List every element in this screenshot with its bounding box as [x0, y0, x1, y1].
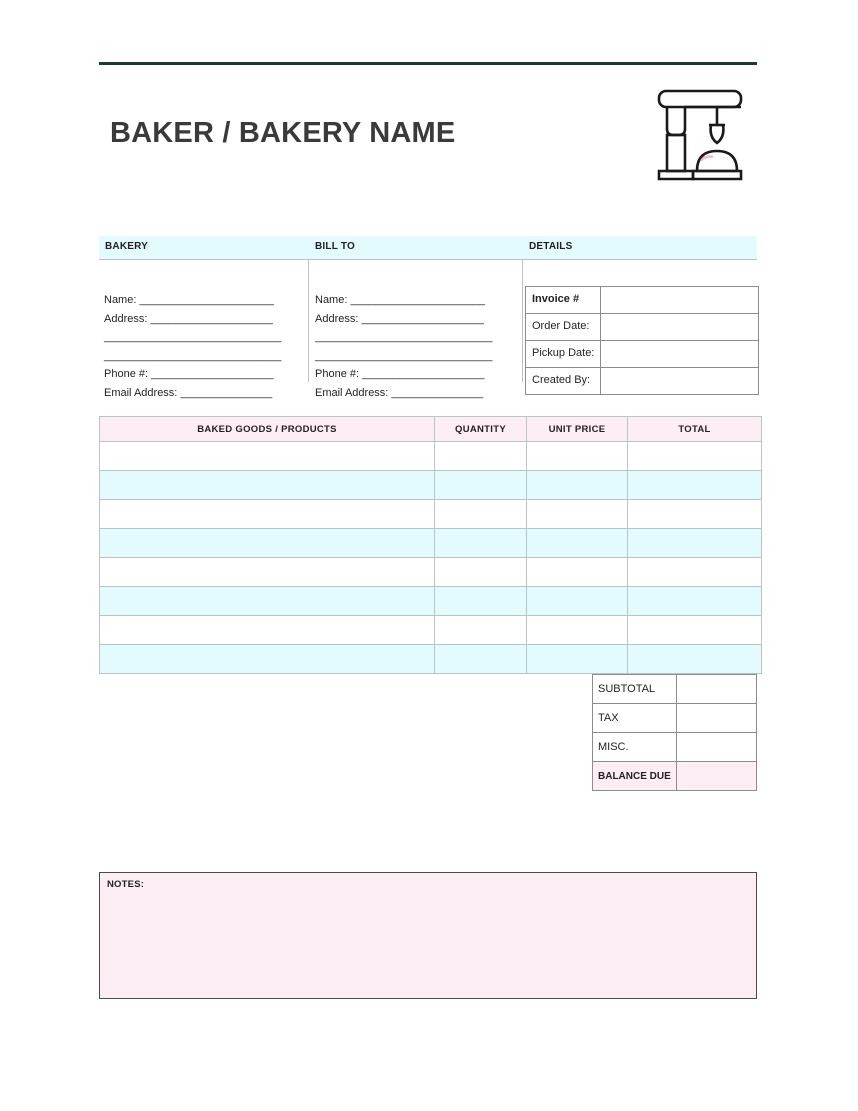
billto-field-email[interactable]: Email Address: _______________: [315, 386, 484, 399]
column-header-description: BAKED GOODS / PRODUCTS: [100, 417, 435, 442]
cell-quantity[interactable]: [435, 616, 527, 645]
cell-total[interactable]: [628, 529, 762, 558]
details-label-created-by: Created By:: [526, 368, 601, 394]
cell-quantity[interactable]: [435, 558, 527, 587]
column-header-unit-price: UNIT PRICE: [527, 417, 628, 442]
bakery-field-name[interactable]: Name: ______________________: [104, 294, 275, 306]
billto-field-address-2[interactable]: _____________________________: [315, 331, 493, 343]
info-band: [99, 236, 757, 399]
info-body: [99, 260, 757, 399]
cell-description[interactable]: [100, 587, 435, 616]
totals-label-balance-due: BALANCE DUE: [593, 762, 677, 791]
table-row[interactable]: [100, 471, 762, 500]
details-row-invoice: [526, 287, 758, 314]
cell-description[interactable]: [100, 471, 435, 500]
billto-field-name[interactable]: Name: ______________________: [315, 294, 486, 306]
cell-quantity[interactable]: [435, 500, 527, 529]
bakery-field-email[interactable]: Email Address: _______________: [104, 386, 273, 399]
cell-description[interactable]: [100, 442, 435, 471]
notes-label: NOTES:: [107, 879, 145, 890]
details-value-created-by[interactable]: [601, 368, 758, 394]
bakery-fields[interactable]: [104, 291, 302, 402]
table-row[interactable]: [100, 558, 762, 587]
details-value-pickup-date[interactable]: [601, 341, 758, 367]
bill-to-fields[interactable]: [315, 291, 515, 402]
cell-total[interactable]: [628, 558, 762, 587]
divider-1: [308, 260, 309, 382]
totals-value-balance-due[interactable]: [677, 762, 757, 791]
cell-total[interactable]: [628, 616, 762, 645]
bakery-field-phone[interactable]: Phone #: ____________________: [104, 368, 274, 380]
items-header-row: [100, 417, 762, 442]
details-row-order-date: [526, 314, 758, 341]
cell-description[interactable]: [100, 645, 435, 674]
cell-total[interactable]: [628, 587, 762, 616]
cell-unit-price[interactable]: [527, 529, 628, 558]
cell-description[interactable]: [100, 529, 435, 558]
cell-description[interactable]: [100, 616, 435, 645]
cell-unit-price[interactable]: [527, 500, 628, 529]
totals-label-misc: MISC.: [593, 733, 677, 762]
stand-mixer-icon: [645, 85, 755, 190]
totals-label-subtotal: SUBTOTAL: [593, 675, 677, 704]
totals-label-tax: TAX: [593, 704, 677, 733]
cell-description[interactable]: [100, 558, 435, 587]
totals-value-tax[interactable]: [677, 704, 757, 733]
table-row[interactable]: [100, 616, 762, 645]
cell-quantity[interactable]: [435, 471, 527, 500]
cell-unit-price[interactable]: [527, 558, 628, 587]
page-title: BAKER / BAKERY NAME: [110, 117, 456, 149]
table-row[interactable]: [100, 529, 762, 558]
totals-row-subtotal: [593, 675, 757, 704]
totals-value-subtotal[interactable]: [677, 675, 757, 704]
header-rule: [99, 62, 757, 65]
details-row-pickup-date: [526, 341, 758, 368]
details-value-invoice[interactable]: [601, 287, 758, 313]
cell-total[interactable]: [628, 500, 762, 529]
cell-quantity[interactable]: [435, 529, 527, 558]
totals-row-misc: [593, 733, 757, 762]
notes-box[interactable]: [99, 872, 757, 999]
billto-field-address-3[interactable]: _____________________________: [315, 349, 493, 362]
bakery-field-address-3[interactable]: _____________________________: [104, 349, 282, 362]
cell-description[interactable]: [100, 500, 435, 529]
table-row[interactable]: [100, 442, 762, 471]
cell-quantity[interactable]: [435, 442, 527, 471]
details-label-pickup-date: Pickup Date:: [526, 341, 601, 367]
totals-row-tax: [593, 704, 757, 733]
divider-2: [522, 260, 523, 382]
details-value-order-date[interactable]: [601, 314, 758, 340]
column-header-total: TOTAL: [628, 417, 762, 442]
details-label-order-date: Order Date:: [526, 314, 601, 340]
cell-total[interactable]: [628, 645, 762, 674]
details-label-invoice: Invoice #: [526, 287, 601, 313]
bakery-field-address[interactable]: Address: ____________________: [104, 312, 273, 325]
details-heading: DETAILS: [529, 241, 573, 252]
items-table: [99, 416, 762, 674]
billto-field-phone[interactable]: Phone #: ____________________: [315, 368, 485, 380]
cell-unit-price[interactable]: [527, 645, 628, 674]
table-row[interactable]: [100, 587, 762, 616]
cell-unit-price[interactable]: [527, 616, 628, 645]
totals-table: [592, 674, 757, 791]
bakery-heading: BAKERY: [105, 241, 149, 252]
details-row-created-by: [526, 368, 758, 395]
bakery-field-address-2[interactable]: _____________________________: [104, 331, 282, 343]
table-row[interactable]: [100, 645, 762, 674]
bill-to-heading: BILL TO: [315, 241, 355, 252]
cell-quantity[interactable]: [435, 587, 527, 616]
table-row[interactable]: [100, 500, 762, 529]
info-headers: [99, 236, 757, 260]
totals-value-misc[interactable]: [677, 733, 757, 762]
billto-field-address[interactable]: Address: ____________________: [315, 312, 484, 325]
cell-unit-price[interactable]: [527, 442, 628, 471]
totals-row-balance-due: [593, 762, 757, 791]
cell-total[interactable]: [628, 471, 762, 500]
details-grid: [525, 286, 759, 395]
cell-total[interactable]: [628, 442, 762, 471]
cell-unit-price[interactable]: [527, 471, 628, 500]
cell-quantity[interactable]: [435, 645, 527, 674]
column-header-quantity: QUANTITY: [435, 417, 527, 442]
cell-unit-price[interactable]: [527, 587, 628, 616]
